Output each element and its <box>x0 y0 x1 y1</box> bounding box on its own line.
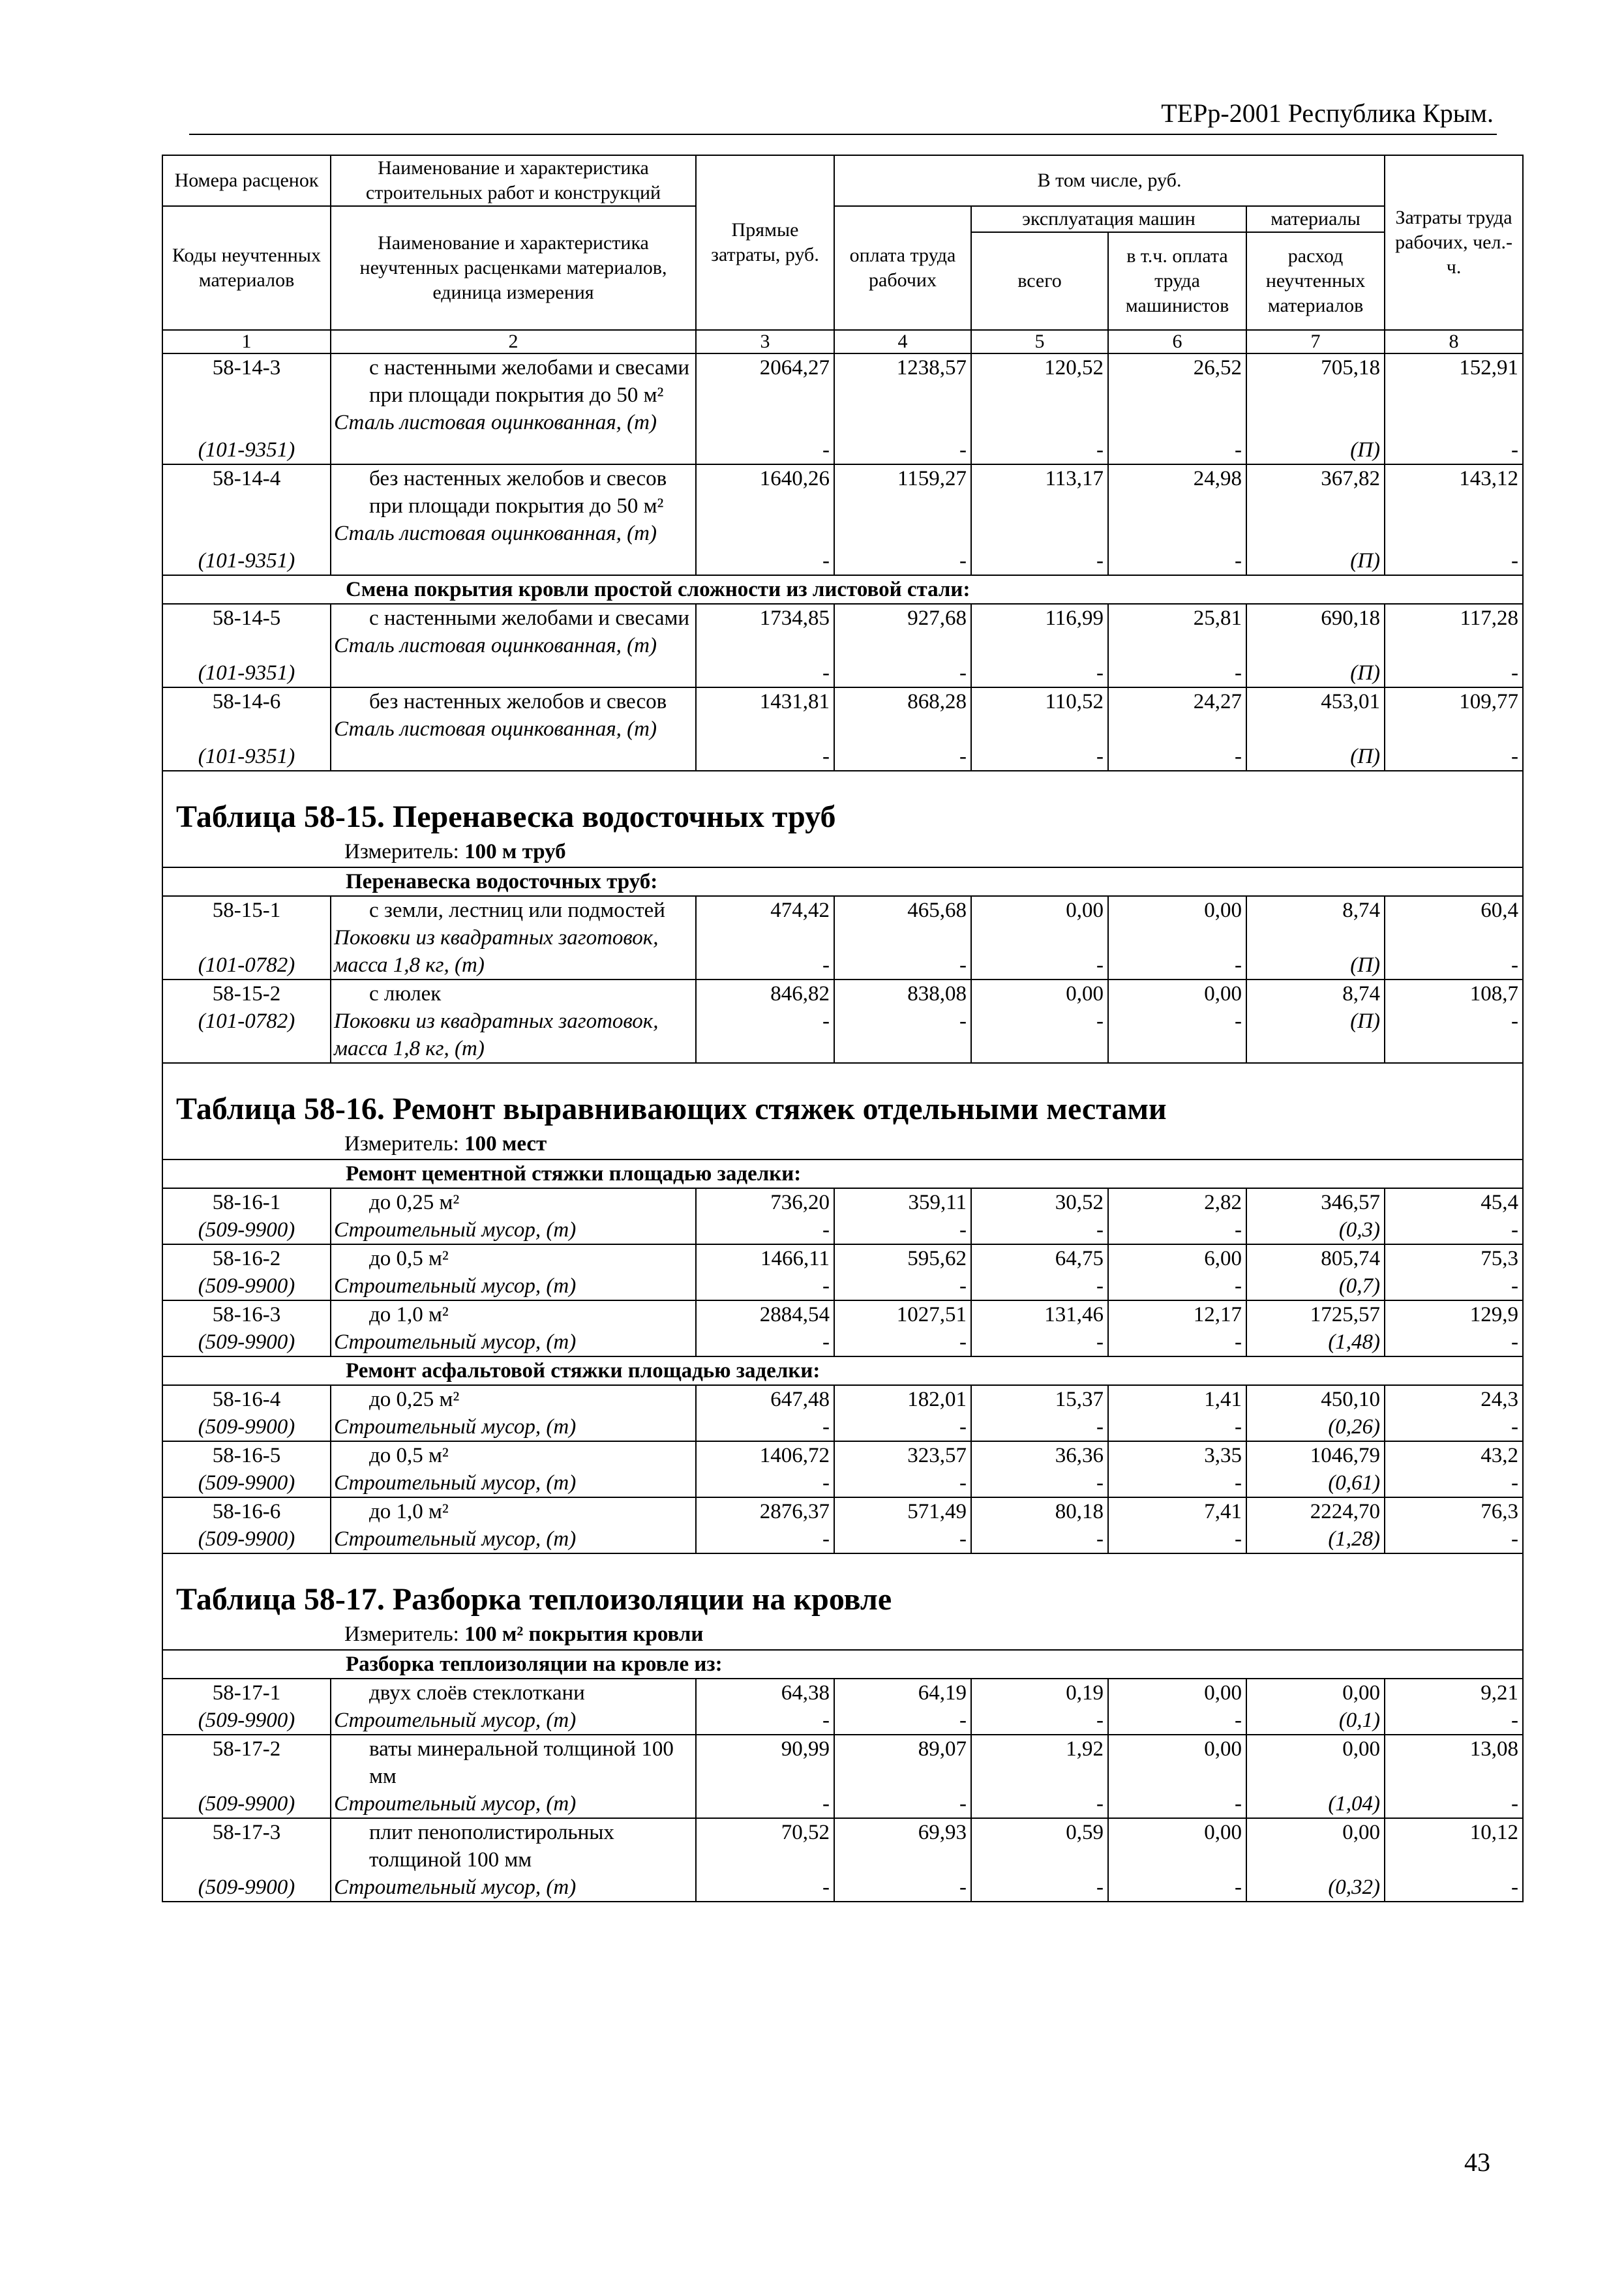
material-code: (509-9900) <box>198 1218 295 1242</box>
value: 76,3 <box>1481 1500 1519 1523</box>
value: 129,9 <box>1469 1303 1519 1326</box>
material-code: (101-9351) <box>198 549 295 573</box>
value: - <box>1096 1330 1104 1354</box>
rate-code: 58-14-6 <box>212 690 281 713</box>
value: - <box>1235 1792 1242 1816</box>
col-including: В том числе, руб. <box>834 155 1385 206</box>
value: - <box>1511 953 1519 977</box>
material-name: Строительный мусор, (т) <box>334 1792 577 1816</box>
work-name: до 0,5 м² <box>369 1444 449 1467</box>
value: 0,00 <box>1204 1737 1242 1761</box>
value: 64,19 <box>918 1681 967 1705</box>
table-row <box>162 1497 1523 1553</box>
value: 0,00 <box>1204 1681 1242 1705</box>
value: 182,01 <box>907 1388 967 1411</box>
rate-code: 58-17-3 <box>212 1821 281 1844</box>
value: 1,92 <box>1066 1737 1104 1761</box>
value: 647,48 <box>770 1388 830 1411</box>
table-row <box>162 1244 1523 1300</box>
value: 736,20 <box>770 1191 830 1214</box>
value: - <box>822 953 830 977</box>
value: - <box>1096 1527 1104 1551</box>
table-row <box>162 604 1523 687</box>
value: - <box>1235 1274 1242 1298</box>
value: - <box>822 1527 830 1551</box>
rate-code: 58-17-2 <box>212 1737 281 1761</box>
value: 2876,37 <box>759 1500 830 1523</box>
col-materials: материалы <box>1246 206 1385 232</box>
value: 69,93 <box>918 1821 967 1844</box>
col-name-bottom: Наименование и характеристика неучтенных расценками материалов, единица измерения <box>331 206 696 330</box>
value: - <box>1511 1415 1519 1439</box>
table-row <box>162 1735 1523 1818</box>
value: 117,28 <box>1460 606 1519 630</box>
value: (1,04) <box>1328 1792 1381 1816</box>
value: - <box>959 438 967 462</box>
measure-label: Измеритель: <box>344 840 459 863</box>
table-row <box>162 687 1523 771</box>
value: 64,75 <box>1055 1247 1104 1270</box>
value: - <box>959 661 967 685</box>
value: 89,07 <box>918 1737 967 1761</box>
rate-code: 58-15-1 <box>212 899 281 922</box>
value: 571,49 <box>907 1500 967 1523</box>
value: - <box>822 1876 830 1899</box>
value: 70,52 <box>781 1821 830 1844</box>
value: 805,74 <box>1321 1247 1381 1270</box>
value: - <box>1511 1792 1519 1816</box>
value: - <box>1096 1792 1104 1816</box>
col-unaccounted-materials: расход неучтенных материалов <box>1246 232 1385 330</box>
rate-code: 58-16-1 <box>212 1191 281 1214</box>
col-name-top: Наименование и характеристика строительных работ и конструкций <box>331 155 696 206</box>
table-row <box>162 1300 1523 1356</box>
measure-unit: 100 м² покрытия кровли <box>464 1623 704 1646</box>
col-machines: эксплуатация машин <box>971 206 1246 232</box>
work-name: без настенных желобов и свесов при площади покрытия до 50 м² <box>369 467 667 518</box>
value: (0,26) <box>1328 1415 1381 1439</box>
value: 10,12 <box>1469 1821 1519 1844</box>
value: 2884,54 <box>759 1303 830 1326</box>
material-code: (509-9900) <box>198 1709 295 1732</box>
value: - <box>1511 549 1519 573</box>
value: 359,11 <box>908 1191 967 1214</box>
value: - <box>1235 1218 1242 1242</box>
value: - <box>822 1709 830 1732</box>
col-index: 3 <box>696 330 834 353</box>
value: 12,17 <box>1193 1303 1242 1326</box>
value: 0,00 <box>1066 899 1104 922</box>
value: 595,62 <box>907 1247 967 1270</box>
col-labor-hours: Затраты труда рабочих, чел.-ч. <box>1385 155 1523 330</box>
value: - <box>1511 661 1519 685</box>
value: 143,12 <box>1459 467 1519 490</box>
rate-code: 58-15-2 <box>212 982 281 1006</box>
col-codes-bottom: Коды неучтенных материалов <box>162 206 331 330</box>
value: 450,10 <box>1321 1388 1381 1411</box>
work-name: до 1,0 м² <box>369 1303 449 1326</box>
value: 846,82 <box>770 982 830 1006</box>
value: - <box>822 1792 830 1816</box>
table-row <box>162 1188 1523 1244</box>
value: - <box>1511 1527 1519 1551</box>
material-name: Строительный мусор, (т) <box>334 1218 577 1242</box>
rate-code: 58-16-2 <box>212 1247 281 1270</box>
value: - <box>1096 1709 1104 1732</box>
material-name: Строительный мусор, (т) <box>334 1709 577 1732</box>
value: 7,41 <box>1204 1500 1242 1523</box>
rate-code: 58-17-1 <box>212 1681 281 1705</box>
value: 24,98 <box>1193 467 1242 490</box>
value: - <box>959 953 967 977</box>
value: 113,17 <box>1045 467 1104 490</box>
value: 346,57 <box>1321 1191 1381 1214</box>
value: 1159,27 <box>897 467 967 490</box>
value: - <box>1235 953 1242 977</box>
section-heading: Ремонт асфальтовой стяжки площадью заделки: <box>162 1356 1523 1385</box>
value: - <box>822 549 830 573</box>
material-code: (509-9900) <box>198 1527 295 1551</box>
value: - <box>1511 1876 1519 1899</box>
material-name: Строительный мусор, (т) <box>334 1274 577 1298</box>
value: - <box>822 1010 830 1033</box>
value: 24,3 <box>1481 1388 1519 1411</box>
value: 0,00 <box>1066 982 1104 1006</box>
table-title: Таблица 58-15. Перенавеска водосточных труб <box>176 800 836 834</box>
value: 705,18 <box>1321 356 1381 380</box>
value: 131,46 <box>1044 1303 1104 1326</box>
value: - <box>1511 1330 1519 1354</box>
material-code: (101-0782) <box>198 1010 295 1033</box>
material-code: (509-9900) <box>198 1876 295 1899</box>
material-name: Сталь листовая оцинкованная, (т) <box>334 634 657 657</box>
value: (0,7) <box>1338 1274 1381 1298</box>
value: - <box>959 1709 967 1732</box>
value: 2064,27 <box>759 356 830 380</box>
header-rule <box>189 134 1497 135</box>
col-index: 8 <box>1385 330 1523 353</box>
value: 927,68 <box>907 606 967 630</box>
value: - <box>1096 1010 1104 1033</box>
value: 1238,57 <box>896 356 967 380</box>
value: - <box>959 1415 967 1439</box>
material-name: Сталь листовая оцинкованная, (т) <box>334 717 657 741</box>
value: 868,28 <box>907 690 967 713</box>
value: - <box>1235 1527 1242 1551</box>
work-name: до 0,25 м² <box>369 1191 460 1214</box>
work-name: до 1,0 м² <box>369 1500 449 1523</box>
page-number: 43 <box>1464 2147 1490 2177</box>
value: 0,00 <box>1342 1821 1381 1844</box>
value: - <box>1235 1415 1242 1439</box>
value: 2,82 <box>1204 1191 1242 1214</box>
material-name: Строительный мусор, (т) <box>334 1876 577 1899</box>
value: 2224,70 <box>1310 1500 1381 1523</box>
value: - <box>959 1471 967 1495</box>
work-name: с люлек <box>369 982 442 1006</box>
value: - <box>959 1010 967 1033</box>
rate-code: 58-14-4 <box>212 467 281 490</box>
value: 0,00 <box>1342 1737 1381 1761</box>
section-heading: Ремонт цементной стяжки площадью заделки: <box>162 1159 1523 1188</box>
col-index: 7 <box>1246 330 1385 353</box>
material-name: Поковки из квадратных заготовок, масса 1,8 кг, (т) <box>334 926 659 977</box>
table-row <box>162 353 1523 464</box>
value: - <box>822 1330 830 1354</box>
value: (0,61) <box>1328 1471 1381 1495</box>
value: (П) <box>1350 549 1381 573</box>
value: 60,4 <box>1481 899 1519 922</box>
value: 0,00 <box>1342 1681 1381 1705</box>
value: 1431,81 <box>759 690 830 713</box>
value: - <box>1096 745 1104 768</box>
measure-unit: 100 м труб <box>464 840 566 863</box>
table-title: Таблица 58-16. Ремонт выравнивающих стяжек отдельными местами <box>176 1092 1167 1126</box>
value: 1725,57 <box>1310 1303 1381 1326</box>
table-row <box>162 1385 1523 1441</box>
value: 90,99 <box>781 1737 830 1761</box>
value: - <box>959 549 967 573</box>
value: 1734,85 <box>759 606 830 630</box>
col-index: 1 <box>162 330 331 353</box>
measure-label: Измеритель: <box>344 1623 459 1646</box>
material-code: (509-9900) <box>198 1415 295 1439</box>
value: - <box>959 1527 967 1551</box>
col-machines-total: всего <box>971 232 1108 330</box>
rate-code: 58-16-4 <box>212 1388 281 1411</box>
col-machinist-wages: в т.ч. оплата труда машинистов <box>1108 232 1246 330</box>
value: - <box>1096 1218 1104 1242</box>
value: 36,36 <box>1055 1444 1104 1467</box>
value: 13,08 <box>1469 1737 1519 1761</box>
col-wages: оплата труда рабочих <box>834 206 971 330</box>
value: 24,27 <box>1193 690 1242 713</box>
value: 0,19 <box>1066 1681 1104 1705</box>
value: 323,57 <box>907 1444 967 1467</box>
value: - <box>822 1218 830 1242</box>
material-code: (509-9900) <box>198 1471 295 1495</box>
value: 109,77 <box>1459 690 1519 713</box>
table-title: Таблица 58-17. Разборка теплоизоляции на кровле <box>176 1582 892 1617</box>
col-direct-costs: Прямые затраты, руб. <box>696 155 834 330</box>
value: 3,35 <box>1204 1444 1242 1467</box>
material-name: Поковки из квадратных заготовок, масса 1,8 кг, (т) <box>334 1010 659 1060</box>
value: - <box>1511 1218 1519 1242</box>
value: - <box>1096 661 1104 685</box>
value: 9,21 <box>1481 1681 1519 1705</box>
value: - <box>1235 661 1242 685</box>
value: - <box>959 1330 967 1354</box>
value: 0,59 <box>1066 1821 1104 1844</box>
material-name: Строительный мусор, (т) <box>334 1527 577 1551</box>
value: 30,52 <box>1055 1191 1104 1214</box>
material-code: (101-9351) <box>198 745 295 768</box>
rate-code: 58-16-5 <box>212 1444 281 1467</box>
value: (П) <box>1350 745 1381 768</box>
work-name: без настенных желобов и свесов <box>369 690 667 713</box>
work-name: плит пенополистирольных толщиной 100 мм <box>369 1821 614 1872</box>
col-codes-top: Номера расценок <box>162 155 331 206</box>
section-heading: Перенавеска водосточных труб: <box>162 867 1523 896</box>
col-index: 6 <box>1108 330 1246 353</box>
value: 80,18 <box>1055 1500 1104 1523</box>
material-name: Строительный мусор, (т) <box>334 1330 577 1354</box>
value: - <box>1235 549 1242 573</box>
material-code: (101-0782) <box>198 953 295 977</box>
table-row <box>162 1441 1523 1497</box>
value: - <box>959 1876 967 1899</box>
material-code: (101-9351) <box>198 438 295 462</box>
value: - <box>1096 953 1104 977</box>
value: - <box>1511 1010 1519 1033</box>
value: - <box>1096 1274 1104 1298</box>
rate-code: 58-14-3 <box>212 356 281 380</box>
rate-code: 58-14-5 <box>212 606 281 630</box>
section-heading: Разборка теплоизоляции на кровле из: <box>162 1650 1523 1679</box>
value: 367,82 <box>1321 467 1381 490</box>
value: 1640,26 <box>759 467 830 490</box>
material-code: (509-9900) <box>198 1274 295 1298</box>
value: 1466,11 <box>760 1247 830 1270</box>
value: 453,01 <box>1321 690 1381 713</box>
value: - <box>1096 549 1104 573</box>
value: 8,74 <box>1342 982 1381 1006</box>
value: 152,91 <box>1459 356 1519 380</box>
table-row <box>162 1679 1523 1735</box>
value: 465,68 <box>907 899 967 922</box>
rate-code: 58-16-3 <box>212 1303 281 1326</box>
material-name: Сталь листовая оцинкованная, (т) <box>334 522 657 545</box>
value: - <box>1235 1876 1242 1899</box>
value: - <box>822 745 830 768</box>
value: 25,81 <box>1193 606 1242 630</box>
value: (0,1) <box>1338 1709 1381 1732</box>
work-name: до 0,5 м² <box>369 1247 449 1270</box>
value: 75,3 <box>1481 1247 1519 1270</box>
measure-label: Измеритель: <box>344 1132 459 1156</box>
value: 0,00 <box>1204 982 1242 1006</box>
work-name: с настенными желобами и свесами <box>369 606 690 630</box>
value: - <box>959 1274 967 1298</box>
value: (1,48) <box>1328 1330 1381 1354</box>
value: 1406,72 <box>759 1444 830 1467</box>
table-row <box>162 980 1523 1063</box>
work-name: до 0,25 м² <box>369 1388 460 1411</box>
value: 43,2 <box>1481 1444 1519 1467</box>
value: - <box>1235 745 1242 768</box>
value: 64,38 <box>781 1681 830 1705</box>
value: - <box>822 661 830 685</box>
value: - <box>822 1415 830 1439</box>
value: 120,52 <box>1044 356 1104 380</box>
col-index: 4 <box>834 330 971 353</box>
value: (0,3) <box>1338 1218 1381 1242</box>
value: - <box>959 1792 967 1816</box>
value: (П) <box>1350 661 1381 685</box>
value: - <box>1096 438 1104 462</box>
value: - <box>1096 1471 1104 1495</box>
value: (П) <box>1350 953 1381 977</box>
material-code: (509-9900) <box>198 1792 295 1816</box>
value: - <box>959 745 967 768</box>
value: - <box>1235 1010 1242 1033</box>
table-row <box>162 464 1523 575</box>
material-code: (101-9351) <box>198 661 295 685</box>
value: (П) <box>1350 1010 1381 1033</box>
value: 1027,51 <box>896 1303 967 1326</box>
material-code: (509-9900) <box>198 1330 295 1354</box>
value: 1,41 <box>1204 1388 1242 1411</box>
value: - <box>1235 1471 1242 1495</box>
material-name: Строительный мусор, (т) <box>334 1471 577 1495</box>
value: - <box>1511 1274 1519 1298</box>
table-row <box>162 1818 1523 1902</box>
value: (0,32) <box>1328 1876 1381 1899</box>
value: 838,08 <box>907 982 967 1006</box>
value: - <box>959 1218 967 1242</box>
value: 6,00 <box>1204 1247 1242 1270</box>
running-header: ТЕРр-2001 Республика Крым. <box>1161 98 1494 128</box>
value: 26,52 <box>1193 356 1242 380</box>
value: 116,99 <box>1045 606 1104 630</box>
material-name: Строительный мусор, (т) <box>334 1415 577 1439</box>
value: 15,37 <box>1055 1388 1104 1411</box>
work-name: с настенными желобами и свесами при площади покрытия до 50 м² <box>369 356 690 407</box>
section-heading: Смена покрытия кровли простой сложности из листовой стали: <box>162 575 1523 604</box>
value: 110,52 <box>1045 690 1104 713</box>
rate-code: 58-16-6 <box>212 1500 281 1523</box>
value: 0,00 <box>1204 1821 1242 1844</box>
value: (П) <box>1350 438 1381 462</box>
rates-table <box>162 155 1524 1902</box>
material-name: Сталь листовая оцинкованная, (т) <box>334 411 657 434</box>
value: - <box>1235 1330 1242 1354</box>
measure-unit: 100 мест <box>464 1132 547 1156</box>
value: 474,42 <box>770 899 830 922</box>
value: - <box>1096 1415 1104 1439</box>
table-row <box>162 896 1523 980</box>
value: 8,74 <box>1342 899 1381 922</box>
value: - <box>1511 1471 1519 1495</box>
value: 45,4 <box>1481 1191 1519 1214</box>
value: - <box>1096 1876 1104 1899</box>
value: - <box>822 1274 830 1298</box>
col-index: 5 <box>971 330 1108 353</box>
value: 108,7 <box>1469 982 1519 1006</box>
value: 690,18 <box>1321 606 1381 630</box>
col-index: 2 <box>331 330 696 353</box>
value: - <box>822 1471 830 1495</box>
value: - <box>1511 745 1519 768</box>
value: (1,28) <box>1328 1527 1381 1551</box>
work-name: с земли, лестниц или подмостей <box>369 899 665 922</box>
value: - <box>1235 438 1242 462</box>
value: - <box>1511 1709 1519 1732</box>
value: - <box>1235 1709 1242 1732</box>
value: 1046,79 <box>1310 1444 1381 1467</box>
value: 0,00 <box>1204 899 1242 922</box>
work-name: ваты минеральной толщиной 100 мм <box>369 1737 674 1788</box>
value: - <box>1511 438 1519 462</box>
value: - <box>822 438 830 462</box>
work-name: двух слоёв стеклоткани <box>369 1681 585 1705</box>
